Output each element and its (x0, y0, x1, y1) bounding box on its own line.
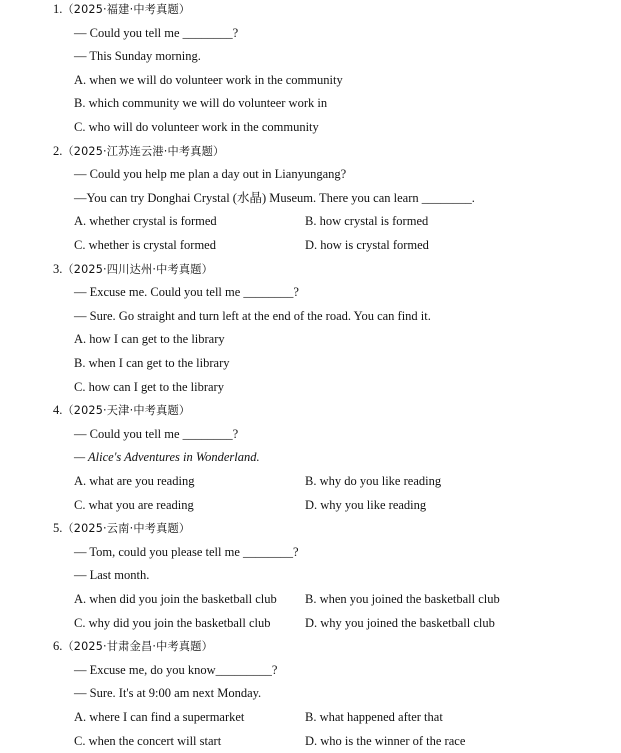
question-4-header (53, 399, 190, 423)
question-2-header (53, 140, 224, 164)
option-c: C. whether is crystal formed (74, 238, 216, 252)
question-number: 2. (53, 143, 63, 158)
question-source: （2025·四川达州·中考真题） (62, 262, 214, 276)
dialog-line: — Sure. It's at 9:00 am next Monday. (74, 686, 262, 701)
dialog-line: — Alice's Adventures in Wonderland. (74, 450, 260, 465)
option-c: C. who will do volunteer work in the community (74, 120, 319, 134)
question-source: （2025·福建·中考真题） (62, 3, 191, 16)
option-c: C. what you are reading (74, 497, 194, 512)
dialog-line: — Could you tell me ________? (74, 426, 239, 441)
dialog-line: — This Sunday morning. (74, 49, 201, 64)
option-b: B. when I can get to the library (74, 356, 230, 370)
option-b: B. which community we will do volunteer work in (74, 96, 328, 111)
question-number: 1. (53, 2, 63, 16)
option-a: A. what are you reading (74, 474, 195, 488)
option-c: C. how can I get to the library (74, 379, 224, 394)
option-b: B. what happened after that (305, 710, 443, 724)
option-c: C. why did you join the basketball club (74, 615, 271, 630)
dialog-line: — Excuse me, do you know_________? (74, 662, 278, 677)
dialog-line: — Could you tell me ________? (74, 25, 239, 40)
question-5-header (53, 517, 190, 541)
option-a: A. where I can find a supermarket (74, 710, 245, 724)
question-source: （2025·江苏连云港·中考真题） (62, 144, 225, 158)
option-b: B. when you joined the basketball club (305, 592, 500, 606)
question-source: （2025·云南·中考真题） (62, 522, 191, 536)
option-c: C. when the concert will start (74, 733, 222, 748)
question-1-header (53, 0, 190, 22)
option-a: A. when we will do volunteer work in the community (74, 72, 343, 87)
question-number: 6. (53, 639, 63, 654)
option-a: A. when did you join the basketball club (74, 592, 277, 606)
option-d: D. how is crystal formed (305, 238, 429, 252)
question-6-header (53, 635, 213, 659)
option-a: A. whether crystal is formed (74, 214, 217, 229)
dialog-line: — Excuse me. Could you tell me ________? (74, 285, 299, 300)
question-source: （2025·甘肃金昌·中考真题） (62, 640, 214, 654)
question-source: （2025·天津·中考真题） (62, 404, 191, 418)
question-3-header (53, 258, 213, 282)
dialog-line: — Sure. Go straight and turn left at the end of the road. You can find it. (74, 308, 431, 323)
dialog-line: — Could you help me plan a day out in Lianyungang? (74, 167, 347, 182)
dialog-line: — Tom, could you please tell me ________? (74, 544, 299, 559)
option-d: D. why you like reading (305, 497, 427, 512)
option-d: D. who is the winner of the race (305, 733, 466, 748)
option-a: A. how I can get to the library (74, 332, 225, 347)
option-d: D. why you joined the basketball club (305, 615, 495, 630)
dialog-line: —You can try Donghai Crystal (水晶) Museum. There you can learn ________. (74, 190, 475, 205)
question-number: 4. (53, 403, 63, 418)
question-number: 3. (53, 261, 63, 276)
question-number: 5. (53, 521, 63, 536)
option-b: B. how crystal is formed (305, 214, 429, 229)
dialog-line: — Last month. (74, 568, 150, 583)
option-b: B. why do you like reading (305, 474, 442, 488)
